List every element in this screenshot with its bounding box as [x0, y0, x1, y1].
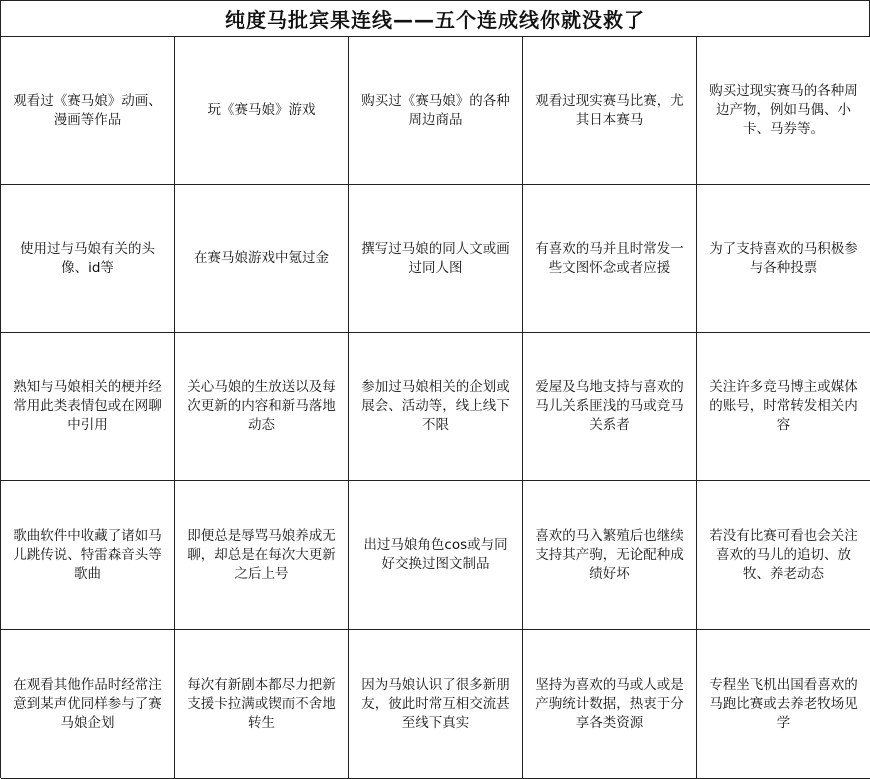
bingo-cell-r3-c3: 参加过马娘相关的企划或展会、活动等，线上线下不限: [349, 333, 523, 481]
bingo-cell-r3-c5: 关注许多竞马博主或媒体的账号，时常转发相关内容: [697, 333, 870, 481]
bingo-cell-r5-c3: 因为马娘认识了很多新朋友，彼此时常互相交流甚至线下真实: [349, 630, 523, 779]
bingo-cell-r2-c4: 有喜欢的马并且时常发一些文图怀念或者应援: [523, 185, 697, 333]
bingo-cell-r5-c1: 在观看其他作品时经常注意到某声优同样参与了赛马娘企划: [1, 630, 175, 779]
bingo-cell-r2-c5: 为了支持喜欢的马积极参与各种投票: [697, 185, 870, 333]
bingo-title: 纯度马批宾果连线——五个连成线你就没救了: [0, 0, 870, 36]
bingo-cell-r5-c4: 坚持为喜欢的马或人或是产驹统计数据，热衷于分享各类资源: [523, 630, 697, 779]
bingo-cell-r1-c4: 观看过现实赛马比赛，尤其日本赛马: [523, 37, 697, 185]
bingo-cell-r4-c3: 出过马娘角色cos或与同好交换过图文制品: [349, 481, 523, 630]
bingo-cell-r2-c3: 撰写过马娘的同人文或画过同人图: [349, 185, 523, 333]
bingo-cell-r4-c2: 即便总是辱骂马娘养成无聊，却总是在每次大更新之后上号: [175, 481, 349, 630]
bingo-cell-r4-c4: 喜欢的马入繁殖后也继续支持其产驹，无论配种成绩好坏: [523, 481, 697, 630]
bingo-cell-r3-c1: 熟知与马娘相关的梗并经常用此类表情包或在网聊中引用: [1, 333, 175, 481]
bingo-cell-r3-c4: 爱屋及乌地支持与喜欢的马儿关系匪浅的马或竞马关系者: [523, 333, 697, 481]
bingo-cell-r2-c2: 在赛马娘游戏中氪过金: [175, 185, 349, 333]
bingo-cell-r5-c5: 专程坐飞机出国看喜欢的马跑比赛或去养老牧场见学: [697, 630, 870, 779]
bingo-cell-r1-c2: 玩《赛马娘》游戏: [175, 37, 349, 185]
bingo-cell-r2-c1: 使用过与马娘有关的头像、id等: [1, 185, 175, 333]
bingo-cell-r4-c1: 歌曲软件中收藏了诸如马儿跳传说、特雷森音头等歌曲: [1, 481, 175, 630]
bingo-cell-r5-c2: 每次有新剧本都尽力把新支援卡拉满或锲而不舍地转生: [175, 630, 349, 779]
bingo-cell-r1-c3: 购买过《赛马娘》的各种周边商品: [349, 37, 523, 185]
bingo-grid: [0, 36, 870, 778]
bingo-cell-r4-c5: 若没有比赛可看也会关注喜欢的马儿的追切、放牧、养老动态: [697, 481, 870, 630]
bingo-cell-r1-c1: 观看过《赛马娘》动画、漫画等作品: [1, 37, 175, 185]
bingo-cell-r1-c5: 购买过现实赛马的各种周边产物，例如马偶、小卡、马券等。: [697, 37, 870, 185]
bingo-cell-r3-c2: 关心马娘的生放送以及每次更新的内容和新马落地动态: [175, 333, 349, 481]
